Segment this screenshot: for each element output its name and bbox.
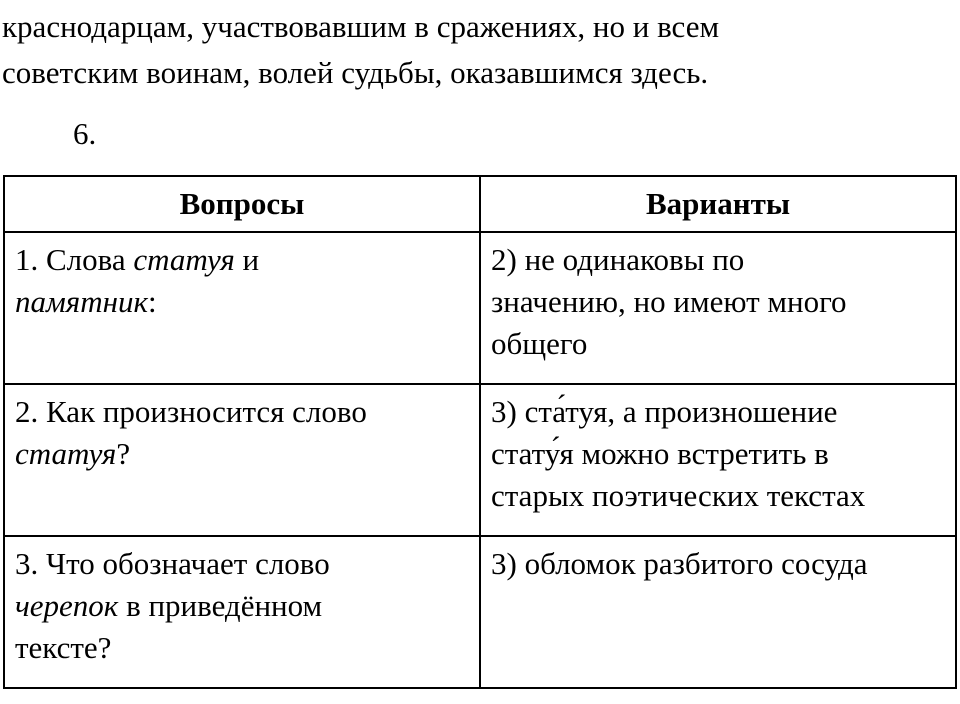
question-term: черепок [15,588,119,623]
task-number: 6. [73,116,97,151]
question-line: 3. Что обозначает слово [15,546,330,581]
paragraph-line: советским воинам, волей судьбы, оказавшимся здесь. [2,55,709,90]
answer-line: 3) обломок разбитого сосуда [491,546,868,581]
answer-line: старых поэтических текстах [491,478,866,513]
question-term: памятник [15,284,148,319]
question-text: 1. Слова [15,242,134,277]
answer-cell [480,384,956,536]
intro-paragraph [2,4,952,96]
answer-line: 3) ста́туя, а произношение [491,394,838,429]
questions-table [3,175,957,689]
question-line [15,239,469,281]
table-header-row [4,176,956,232]
question-text: в приведённом [118,588,323,623]
answer-cell [480,536,956,688]
answer-line: стату́я можно встретить в [491,436,829,471]
header-variants: Варианты [480,176,956,232]
question-text: и [234,242,260,277]
answer-cell [480,232,956,384]
table-row [4,232,956,384]
question-term: статуя [15,436,117,471]
answer-line: общего [491,326,588,361]
table-row [4,384,956,536]
question-cell [4,384,480,536]
header-questions: Вопросы [4,176,480,232]
question-line: 2. Как произносится слово [15,394,367,429]
paragraph-line: краснодарцам, участвовавшим в сражениях, но и всем [2,9,720,44]
answer-line: 2) не одинаковы по [491,242,745,277]
question-cell [4,232,480,384]
question-line [15,281,469,323]
question-term: статуя [133,242,235,277]
answer-line: значению, но имеют много [491,284,847,319]
question-line [15,585,469,627]
table-row [4,536,956,688]
question-text: ? [116,436,131,471]
question-cell [4,536,480,688]
question-line: тексте? [15,630,112,665]
question-line [15,433,469,475]
question-text: : [147,284,157,319]
